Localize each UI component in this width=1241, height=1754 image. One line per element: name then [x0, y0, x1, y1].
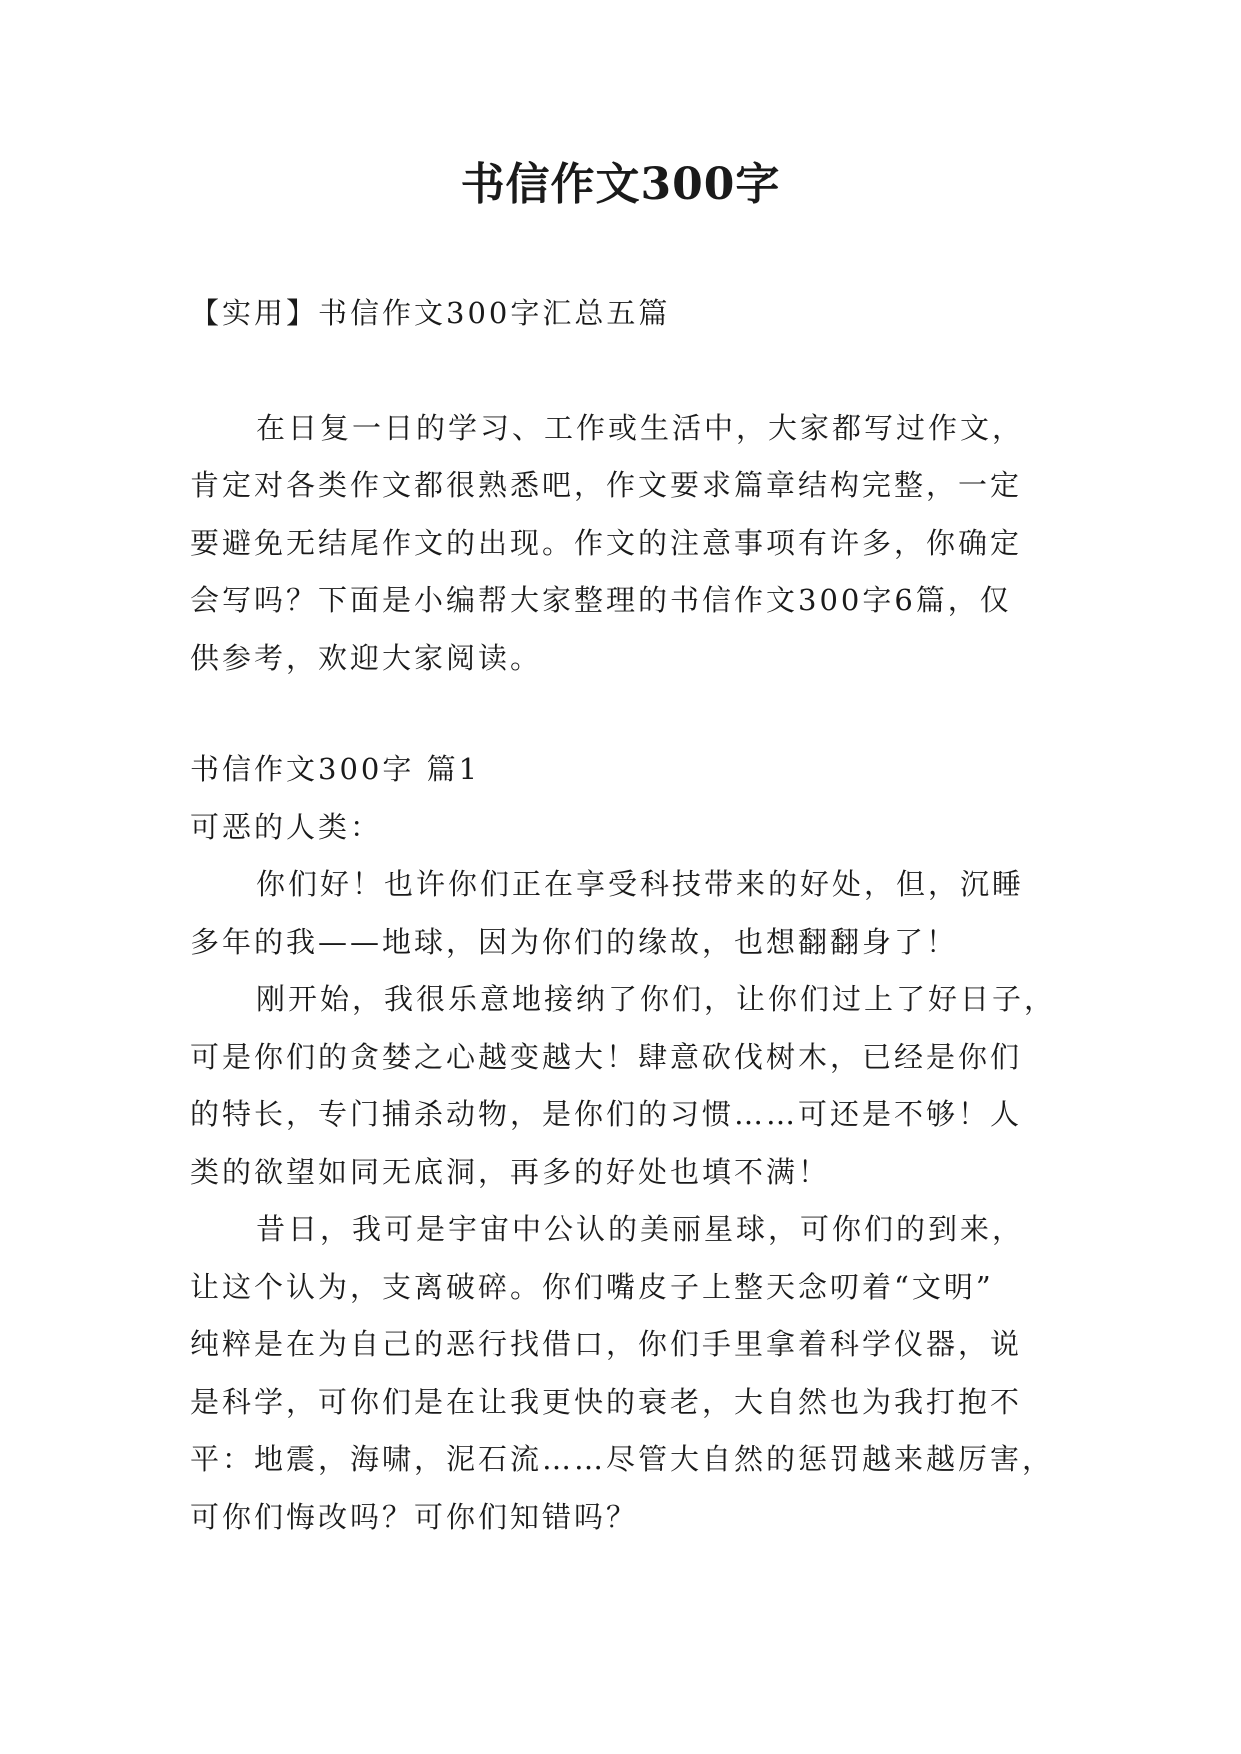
- section-heading: 书信作文300字 篇1: [190, 752, 481, 786]
- document-subtitle: 【实用】书信作文300字汇总五篇: [190, 296, 671, 330]
- paragraph-line: 类的欲望如同无底洞，再多的好处也填不满！: [190, 1154, 831, 1189]
- intro-line: 肯定对各类作文都很熟悉吧，作文要求篇章结构完整，一定: [190, 468, 1023, 502]
- intro-line: 要避免无结尾作文的出现。作文的注意事项有许多，你确定: [190, 525, 1023, 560]
- paragraph-line: 让这个认为，支离破碎。你们嘴皮子上整天念叨着“文明”: [190, 1269, 994, 1304]
- letter-paragraph: [190, 971, 1070, 1201]
- document-title: 书信作文300字: [460, 159, 781, 210]
- paragraph-line: 刚开始，我很乐意地接纳了你们，让你们过上了好日子，: [256, 982, 1057, 1016]
- letter-paragraph: [190, 856, 1070, 971]
- paragraph-line: 的特长，专门捕杀动物，是你们的习惯……可还是不够！人: [190, 1097, 1023, 1131]
- paragraph-line: 平：地震，海啸，泥石流……尽管大自然的惩罚越来越厉害，: [190, 1442, 1055, 1476]
- document-body: [190, 285, 1070, 1546]
- letter-paragraph: [190, 1201, 1070, 1546]
- paragraph-line: 是科学，可你们是在让我更快的衰老，大自然也为我打抱不: [190, 1384, 1023, 1419]
- intro-line: 在日复一日的学习、工作或生活中，大家都写过作文，: [256, 410, 1025, 445]
- intro-line: 供参考，欢迎大家阅读。: [190, 640, 543, 675]
- intro-line: 会写吗？下面是小编帮大家整理的书信作文300字6篇，仅: [190, 583, 1012, 617]
- paragraph-line: 纯粹是在为自己的恶行找借口，你们手里拿着科学仪器，说: [190, 1327, 1023, 1361]
- paragraph-line: 可你们悔改吗？可你们知错吗？: [190, 1499, 639, 1534]
- paragraph-line: 多年的我——地球，因为你们的缘故，也想翻翻身了！: [190, 924, 959, 959]
- paragraph-line: 昔日，我可是宇宙中公认的美丽星球，可你们的到来，: [256, 1212, 1025, 1246]
- paragraph-line: 你们好！也许你们正在享受科技带来的好处，但，沉睡: [256, 867, 1025, 901]
- letter-salutation: 可恶的人类：: [190, 809, 383, 844]
- intro-paragraph: [190, 400, 1070, 688]
- paragraph-line: 可是你们的贪婪之心越变越大！肆意砍伐树木，已经是你们: [190, 1039, 1023, 1074]
